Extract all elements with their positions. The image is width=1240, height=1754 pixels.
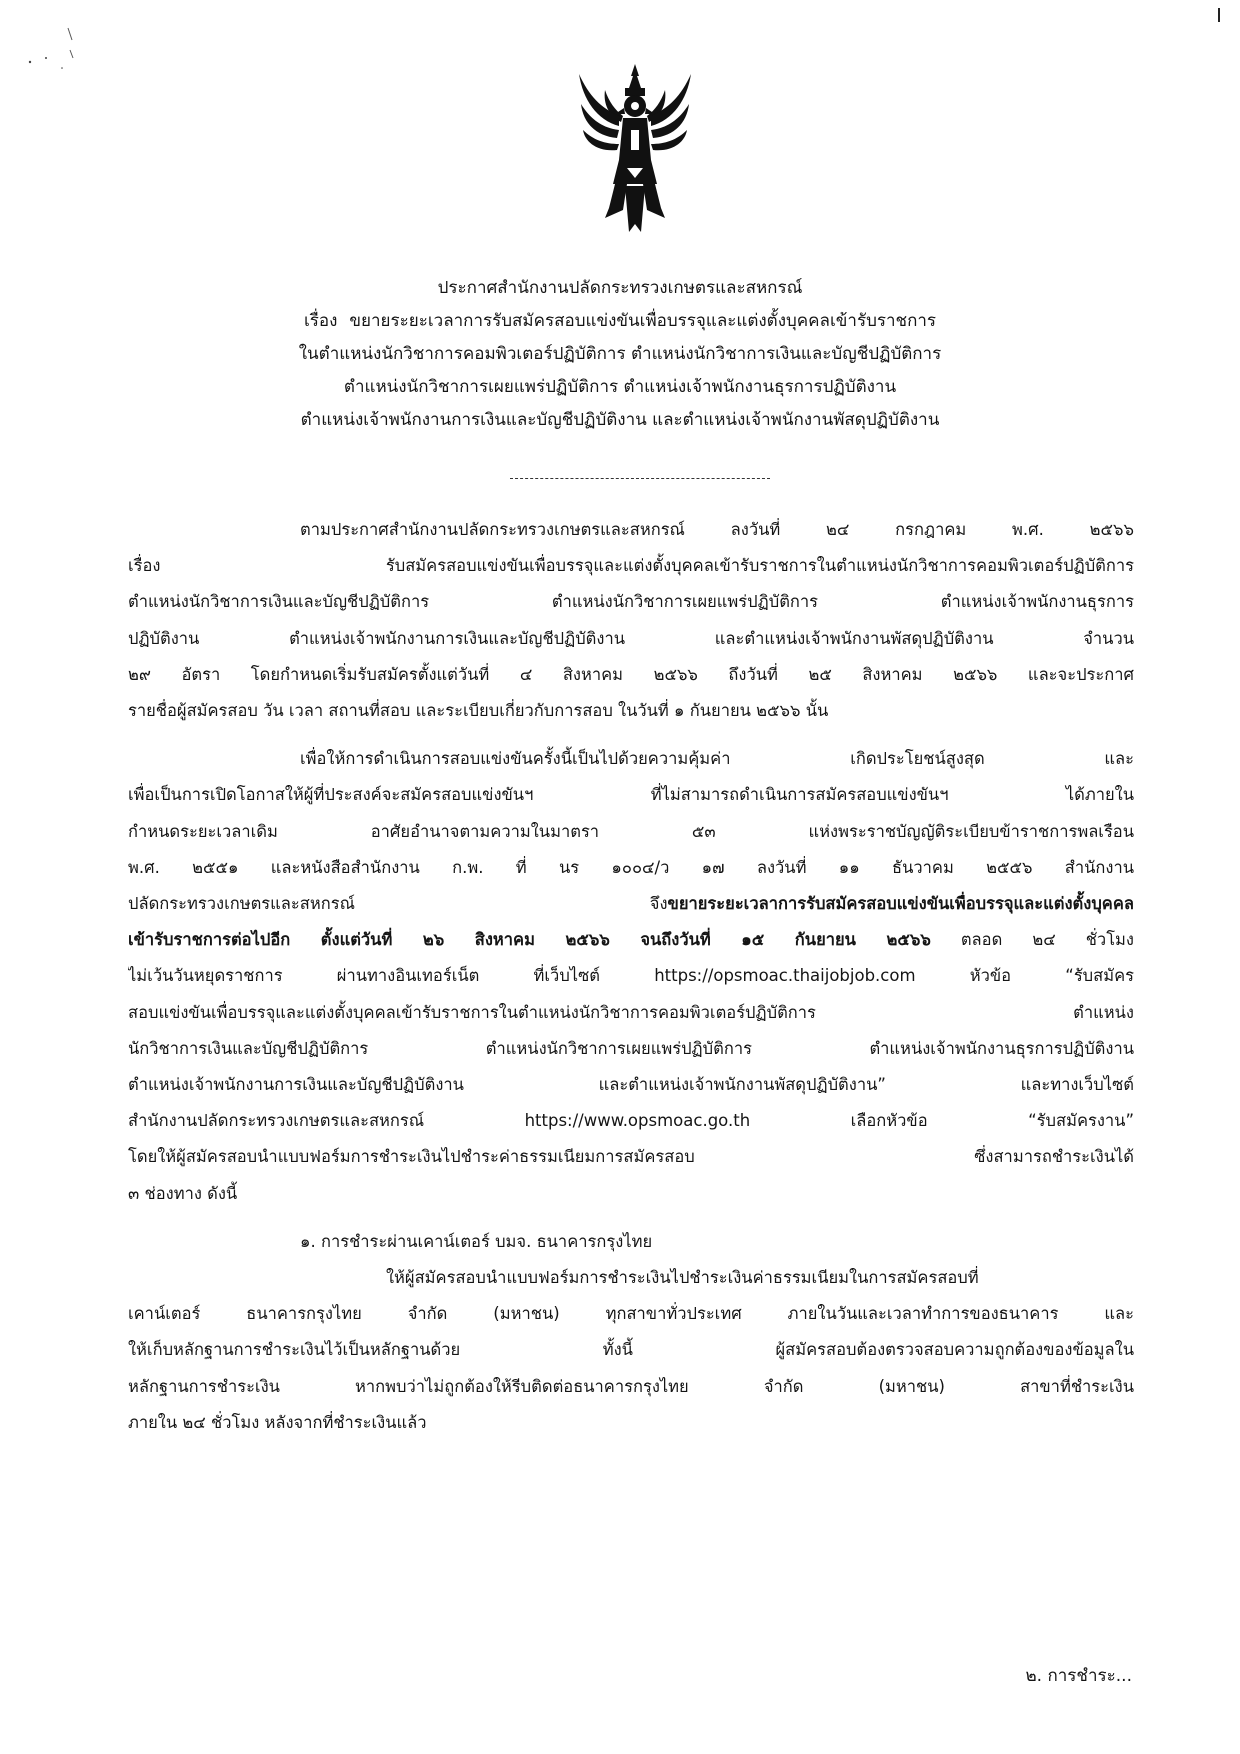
paragraph-line: รายชื่อผู้สมัครสอบ วัน เวลา สถานที่สอบ และระเบียบเกี่ยวกับการสอบ ในวันที่ ๑ กันยายน ๒๕๖๖ นั้น [128,701,829,721]
subject-text-1: ขยายระยะเวลาการรับสมัครสอบแข่งขันเพื่อบรรจุและแต่งตั้งบุคคลเข้ารับราชการ [349,311,937,331]
paragraph-line: ปฏิบัติงาน ตำแหน่งเจ้าพนักงานการเงินและบัญชีปฏิบัติงาน และตำแหน่งเจ้าพนักงานพัสดุปฏิบัติงาน จำนวน [128,628,1134,648]
section-1-title: ๑. การชำระผ่านเคาน์เตอร์ บมจ. ธนาคารกรุงไทย [300,1231,653,1251]
paragraph-line: ให้เก็บหลักฐานการชำระเงินไว้เป็นหลักฐานด้วย ทั้งนี้ ผู้สมัครสอบต้องตรวจสอบความถูกต้องของข้อมูลใน [128,1340,1134,1360]
paragraph-line: ภายใน ๒๔ ชั่วโมง หลังจากที่ชำระเงินแล้ว [128,1412,427,1432]
subject-text-4: ตำแหน่งเจ้าพนักงานการเงินและบัญชีปฏิบัติงาน และตำแหน่งเจ้าพนักงานพัสดุปฏิบัติงาน [300,410,940,430]
paragraph-line: เพื่อเป็นการเปิดโอกาสให้ผู้ที่ประสงค์จะสมัครสอบแข่งขันฯ ที่ไม่สามารถดำเนินการสมัครสอบแข่งขันฯ ได้ภายใน [128,785,1134,805]
announcement-body [128,512,1134,1453]
paragraph-line: ๓ ช่องทาง ดังนี้ [128,1183,238,1203]
paragraph-line: โดยให้ผู้สมัครสอบนำแบบฟอร์มการชำระเงินไปชำระค่าธรรมเนียมการสมัครสอบ ซึ่งสามารถชำระเงินได้ [128,1147,1134,1167]
paragraph-line-with-bold [128,922,1134,958]
subject-line [150,305,1090,338]
paragraph-line: ตามประกาศสำนักงานปลัดกระทรวงเกษตรและสหกรณ์ ลงวันที่ ๒๔ กรกฎาคม พ.ศ. ๒๕๖๖ [300,520,1134,539]
paragraph-line: หลักฐานการชำระเงิน หากพบว่าไม่ถูกต้องให้รีบติดต่อธนาคารกรุงไทย จำกัด (มหาชน) สาขาที่ชำระเงิน [128,1376,1134,1396]
paragraph-line: ตำแหน่งเจ้าพนักงานการเงินและบัญชีปฏิบัติงาน และตำแหน่งเจ้าพนักงานพัสดุปฏิบัติงาน” และทางเว็บไซต์ [128,1075,1134,1095]
paragraph-line: ตำแหน่งนักวิชาการเงินและบัญชีปฏิบัติการ ตำแหน่งนักวิชาการเผยแพร่ปฏิบัติการ ตำแหน่งเจ้าพนักงานธุรการ [128,592,1134,612]
paragraph-reference [128,512,1134,729]
subject-label: เรื่อง [303,311,338,331]
paragraph-line: เพื่อให้การดำเนินการสอบแข่งขันครั้งนี้เป็นไปด้วยความคุ้มค่า เกิดประโยชน์สูงสุด และ [300,749,1134,769]
announcement-header [150,272,1090,437]
scan-corner-mark [1218,8,1220,22]
header-divider [510,478,770,479]
subject-text-2: ในตำแหน่งนักวิชาการคอมพิวเตอร์ปฏิบัติการ ตำแหน่งนักวิชาการเงินและบัญชีปฏิบัติการ [298,344,942,364]
paragraph-text: ตลอด ๒๔ ชั่วโมง [930,930,1134,950]
paragraph-text: ปลัดกระทรวงเกษตรและสหกรณ์ จึง [128,894,668,914]
announcement-title: ประกาศสำนักงานปลัดกระทรวงเกษตรและสหกรณ์ [437,278,803,298]
paragraph-line-with-bold [128,886,1134,922]
paragraph-line: นักวิชาการเงินและบัญชีปฏิบัติการ ตำแหน่งนักวิชาการเผยแพร่ปฏิบัติการ ตำแหน่งเจ้าพนักงานธุรการปฏิบัติงาน [128,1038,1134,1058]
scan-speck-marks [10,20,110,80]
paragraph-line: พ.ศ. ๒๕๕๑ และหนังสือสำนักงาน ก.พ. ที่ นร ๑๐๐๔/ว ๑๗ ลงวันที่ ๑๑ ธันวาคม ๒๕๕๖ สำนักงาน [128,857,1134,877]
paragraph-line: เคาน์เตอร์ ธนาคารกรุงไทย จำกัด (มหาชน) ทุกสาขาทั่วประเทศ ภายในวันและเวลาทำการของธนาคาร และ [128,1304,1134,1324]
extension-emphasis: ขยายระยะเวลาการรับสมัครสอบแข่งขันเพื่อบรรจุและแต่งตั้งบุคคล [667,894,1134,914]
paragraph-line: สำนักงานปลัดกระทรวงเกษตรและสหกรณ์ https://www.opsmoac.go.th เลือกหัวข้อ “รับสมัครงาน” [128,1111,1134,1131]
paragraph-line: เรื่อง รับสมัครสอบแข่งขันเพื่อบรรจุและแต่งตั้งบุคคลเข้ารับราชการในตำแหน่งนักวิชาการคอมพิวเตอร์ปฏิบัติการ [128,556,1134,576]
paragraph-line: ๒๙ อัตรา โดยกำหนดเริ่มรับสมัครตั้งแต่วันที่ ๔ สิงหาคม ๒๕๖๖ ถึงวันที่ ๒๕ สิงหาคม ๒๕๖๖ และจะประกาศ [128,664,1134,684]
paragraph-line: กำหนดระยะเวลาเดิม อาศัยอำนาจตามความในมาตรา ๕๓ แห่งพระราชบัญญัติระเบียบข้าราชการพลเรือน [128,821,1134,841]
paragraph-line: สอบแข่งขันเพื่อบรรจุและแต่งตั้งบุคคลเข้ารับราชการในตำแหน่งนักวิชาการคอมพิวเตอร์ปฏิบัติการ ตำแหน่ง [128,1002,1134,1022]
paragraph-extension [128,741,1134,1212]
subject-text-3: ตำแหน่งนักวิชาการเผยแพร่ปฏิบัติการ ตำแหน่งเจ้าพนักงานธุรการปฏิบัติงาน [343,377,897,397]
paragraph-line: ไม่เว้นวันหยุดราชการ ผ่านทางอินเทอร์เน็ต ที่เว็บไซต์ https://opsmoac.thaijobjob.com หัวข้อ “รับสมัคร [128,966,1134,986]
extension-dates-emphasis: เข้ารับราชการต่อไปอีก ตั้งแต่วันที่ ๒๖ สิงหาคม ๒๕๖๖ จนถึงวันที่ ๑๕ กันยายน ๒๕๖๖ [128,930,931,950]
garuda-emblem-icon [575,60,695,235]
page-continuation-marker: ๒. การชำระ... [1025,1666,1132,1686]
section-1-paragraph [128,1260,1134,1441]
paragraph-line: ให้ผู้สมัครสอบนำแบบฟอร์มการชำระเงินไปชำระเงินค่าธรรมเนียมในการสมัครสอบที่ [386,1268,979,1288]
